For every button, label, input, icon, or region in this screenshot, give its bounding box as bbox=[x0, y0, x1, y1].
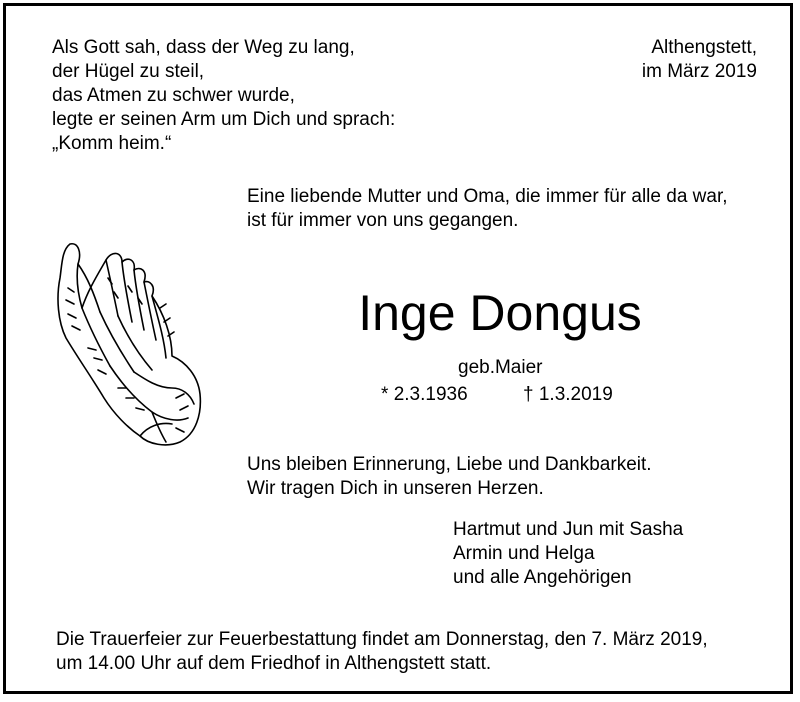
poem-line: legte er seinen Arm um Dich und sprach: bbox=[52, 109, 396, 130]
funeral-line: Die Trauerfeier zur Feuerbestattung findet am Donnerstag, den 7. März 2019, bbox=[56, 629, 708, 650]
birth-date bbox=[381, 383, 468, 407]
funeral-line: um 14.00 Uhr auf dem Friedhof in Althengstett statt. bbox=[56, 653, 492, 674]
cross-icon: † bbox=[523, 384, 534, 405]
poem-line: „Komm heim.“ bbox=[52, 133, 172, 154]
funeral-notice bbox=[56, 628, 708, 676]
maiden-name: geb.Maier bbox=[458, 357, 543, 378]
birth-symbol: * bbox=[381, 384, 389, 405]
family-list bbox=[453, 518, 683, 590]
intro-text bbox=[247, 185, 728, 233]
birth-date-value: 2.3.1936 bbox=[393, 384, 468, 405]
praying-hands-icon bbox=[48, 238, 210, 448]
poem bbox=[52, 36, 395, 156]
intro-line: Eine liebende Mutter und Oma, die immer für alle da war, bbox=[247, 186, 728, 207]
intro-line: ist für immer von uns gegangen. bbox=[247, 210, 519, 231]
memory-line: Uns bleiben Erinnerung, Liebe und Dankbarkeit. bbox=[247, 454, 652, 475]
death-date bbox=[523, 383, 613, 407]
memory-line: Wir tragen Dich in unseren Herzen. bbox=[247, 478, 544, 499]
poem-line: Als Gott sah, dass der Weg zu lang, bbox=[52, 37, 355, 58]
place: Althengstett, bbox=[651, 37, 757, 58]
place-date bbox=[642, 36, 757, 84]
memory-text bbox=[247, 453, 652, 501]
death-date-value: 1.3.2019 bbox=[538, 384, 613, 405]
poem-line: der Hügel zu steil, bbox=[52, 61, 205, 82]
family-line: Armin und Helga bbox=[453, 543, 595, 564]
deceased-name: Inge Dongus bbox=[358, 285, 642, 341]
date: im März 2019 bbox=[641, 61, 757, 82]
family-line: Hartmut und Jun mit Sasha bbox=[453, 519, 684, 540]
poem-line: das Atmen zu schwer wurde, bbox=[52, 85, 295, 106]
family-line: und alle Angehörigen bbox=[453, 567, 632, 588]
